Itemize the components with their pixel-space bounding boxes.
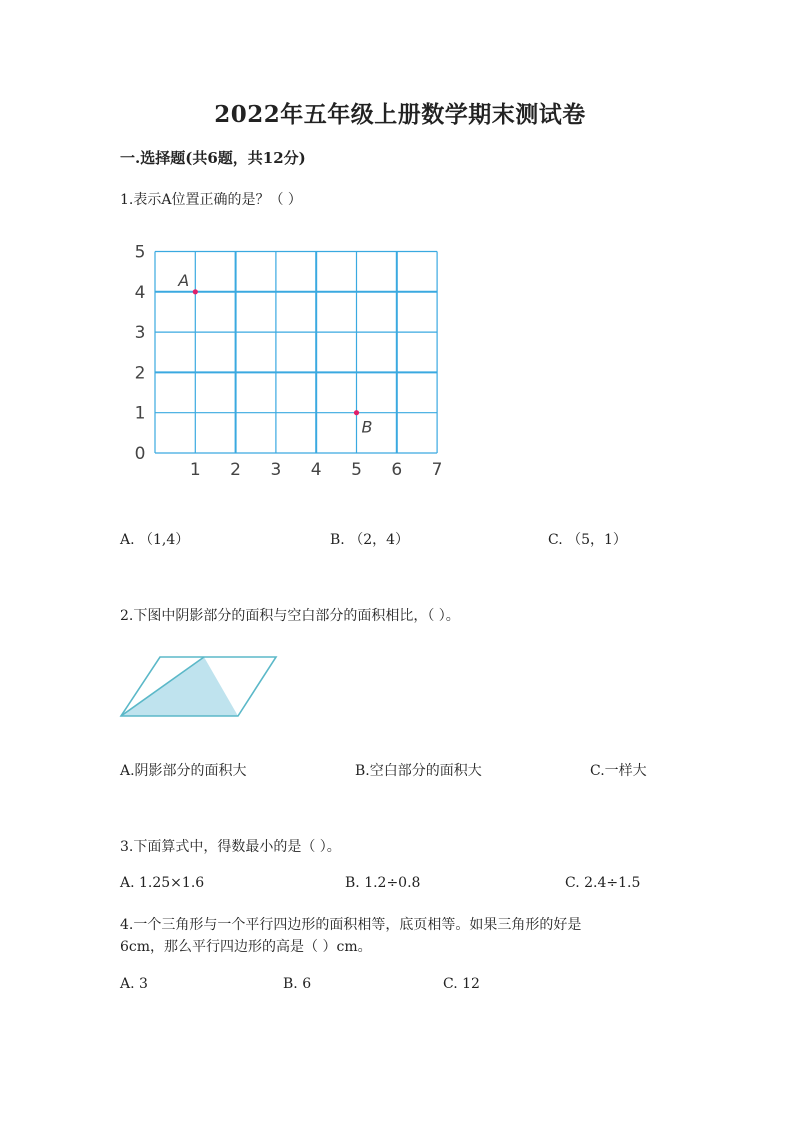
- point-b-label: B: [361, 417, 373, 437]
- parallelogram-figure: [118, 654, 280, 720]
- question-2-text: 2.下图中阴影部分的面积与空白部分的面积相比，（ ）。: [120, 608, 460, 624]
- y-tick-label: 5: [134, 242, 146, 263]
- x-tick-label: 1: [189, 460, 201, 480]
- coordinate-grid-figure: [120, 240, 460, 480]
- q3-option-b[interactable]: B. 1.2÷0.8: [345, 875, 421, 891]
- point-a-label: A: [178, 270, 190, 290]
- q4-option-a[interactable]: A. 3: [120, 976, 148, 992]
- q2-option-c[interactable]: C.一样大: [590, 763, 647, 779]
- q3-option-a[interactable]: A. 1.25×1.6: [120, 875, 205, 891]
- shaded-triangle: [121, 657, 238, 716]
- y-tick-label: 3: [134, 323, 146, 344]
- q1-option-c[interactable]: C. （5，1）: [548, 532, 627, 548]
- point-b-marker: [354, 410, 359, 415]
- q4-option-b[interactable]: B. 6: [283, 976, 312, 992]
- y-tick-label: 0: [134, 444, 146, 464]
- q1-option-b[interactable]: B. （2，4）: [330, 532, 410, 548]
- x-tick-label: 2: [230, 460, 242, 480]
- x-tick-label: 3: [270, 460, 282, 480]
- y-tick-label: 4: [134, 282, 146, 303]
- grid-points: [177, 271, 372, 437]
- q3-option-c[interactable]: C. 2.4÷1.5: [565, 875, 641, 891]
- page-title: 2022年五年级上册数学期末测试卷: [214, 101, 586, 128]
- q1-option-a[interactable]: A. （1,4）: [120, 532, 190, 548]
- x-tick-label: 7: [431, 460, 443, 480]
- x-tick-label: 5: [351, 460, 362, 480]
- question-1-text: 1.表示A位置正确的是？（ ）: [120, 192, 302, 208]
- q2-option-b[interactable]: B.空白部分的面积大: [355, 763, 482, 779]
- x-tick-label: 4: [310, 460, 322, 480]
- y-tick-label: 2: [134, 363, 146, 384]
- point-a-marker: [193, 289, 198, 294]
- y-tick-label: 1: [134, 403, 146, 424]
- question-4-line-2: 6cm，那么平行四边形的高是（ ）cm。: [120, 939, 372, 955]
- question-3-text: 3.下面算式中，得数最小的是（ ）。: [120, 839, 341, 855]
- x-tick-label: 6: [391, 460, 403, 480]
- section-heading: 一.选择题(共6题，共12分): [120, 149, 306, 167]
- grid-lines: [155, 252, 437, 454]
- q2-option-a[interactable]: A.阴影部分的面积大: [120, 763, 247, 779]
- q4-option-c[interactable]: C. 12: [443, 976, 480, 992]
- question-4-line-1: 4.一个三角形与一个平行四边形的面积相等，底页相等。如果三角形的好是: [120, 917, 582, 933]
